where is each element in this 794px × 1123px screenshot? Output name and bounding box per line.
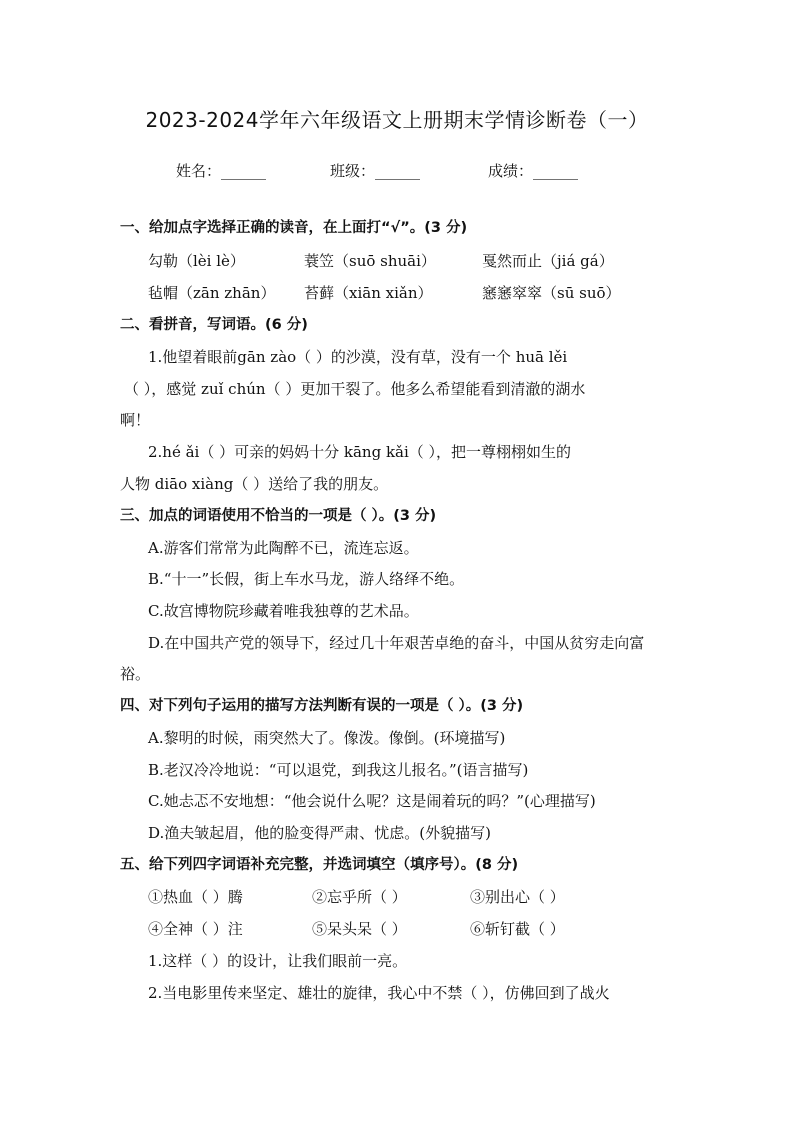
q4-option: A.黎明的时候，雨突然大了。像泼。像倒。(环境描写) — [148, 729, 506, 747]
q2-line: 2.hé ǎi（ ）可亲的妈妈十分 kāng kǎi（ ），把一尊栩栩如生的 — [148, 443, 572, 461]
q5-item: ⑤呆头呆（ ） — [312, 920, 407, 938]
q2-line: （ ），感觉 zuǐ chún（ ）更加干裂了。他多么希望能看到清澈的湖水 — [124, 380, 586, 398]
q1-item: 蓑笠（suō shuāi） — [304, 252, 436, 270]
q1-item: 勾勒（lèi lè） — [148, 252, 245, 270]
q3-option: 裕。 — [120, 665, 151, 683]
q1-heading: 一、给加点字选择正确的读音，在上面打“√”。(3 分) — [120, 220, 468, 236]
q3-heading: 三、加点的词语使用不恰当的一项是（ ）。(3 分) — [120, 508, 437, 524]
q3-option: C.故宫博物院珍藏着唯我独尊的艺术品。 — [148, 602, 419, 620]
q5-item: ①热血（ ）腾 — [148, 888, 243, 906]
q3-option: B.“十一”长假，街上车水马龙，游人络绎不绝。 — [148, 570, 465, 588]
class-field[interactable]: 班级：______ — [330, 162, 421, 180]
q3-option: A.游客们常常为此陶醉不已，流连忘返。 — [148, 539, 419, 557]
q2-line: 1.他望着眼前gān zào（ ）的沙漠，没有草，没有一个 huā lěi — [148, 348, 568, 366]
q2-heading: 二、看拼音，写词语。(6 分) — [120, 317, 308, 333]
q5-heading: 五、给下列四字词语补充完整，并选词填空（填序号）。(8 分) — [120, 857, 519, 873]
q1-item: 窸窸窣窣（sū suō） — [482, 284, 621, 302]
q5-item: ④全神（ ）注 — [148, 920, 243, 938]
q5-item: ⑥斩钉截（ ） — [470, 920, 565, 938]
q5-line: 2.当电影里传来坚定、雄壮的旋律，我心中不禁（ ），仿佛回到了战火 — [148, 984, 610, 1002]
q4-option: C.她忐忑不安地想：“他会说什么呢？这是闹着玩的吗？”(心理描写) — [148, 792, 596, 810]
page-title: 2023-2024学年六年级语文上册期末学情诊断卷（一） — [145, 108, 649, 132]
q5-line: 1.这样（ ）的设计，让我们眼前一亮。 — [148, 952, 408, 970]
q4-option: B.老汉冷冷地说：“可以退党，到我这儿报名。”(语言描写) — [148, 761, 529, 779]
name-field[interactable]: 姓名：______ — [176, 162, 267, 180]
q4-heading: 四、对下列句子运用的描写方法判断有误的一项是（ ）。(3 分) — [120, 698, 524, 714]
q1-item: 苔藓（xiān xiǎn） — [304, 284, 433, 302]
q5-item: ②忘乎所（ ） — [312, 888, 407, 906]
q5-item: ③别出心（ ） — [470, 888, 565, 906]
q3-option: D.在中国共产党的领导下，经过几十年艰苦卓绝的奋斗，中国从贫穷走向富 — [148, 634, 645, 652]
q2-line: 啊！ — [120, 411, 151, 429]
q2-line: 人物 diāo xiàng（ ）送给了我的朋友。 — [120, 475, 389, 493]
q4-option: D.渔夫皱起眉，他的脸变得严肃、忧虑。(外貌描写) — [148, 824, 491, 842]
q1-item: 毡帽（zān zhān） — [148, 284, 276, 302]
score-field[interactable]: 成绩：______ — [488, 162, 579, 180]
q1-item: 戛然而止（jiá gá） — [482, 252, 614, 270]
